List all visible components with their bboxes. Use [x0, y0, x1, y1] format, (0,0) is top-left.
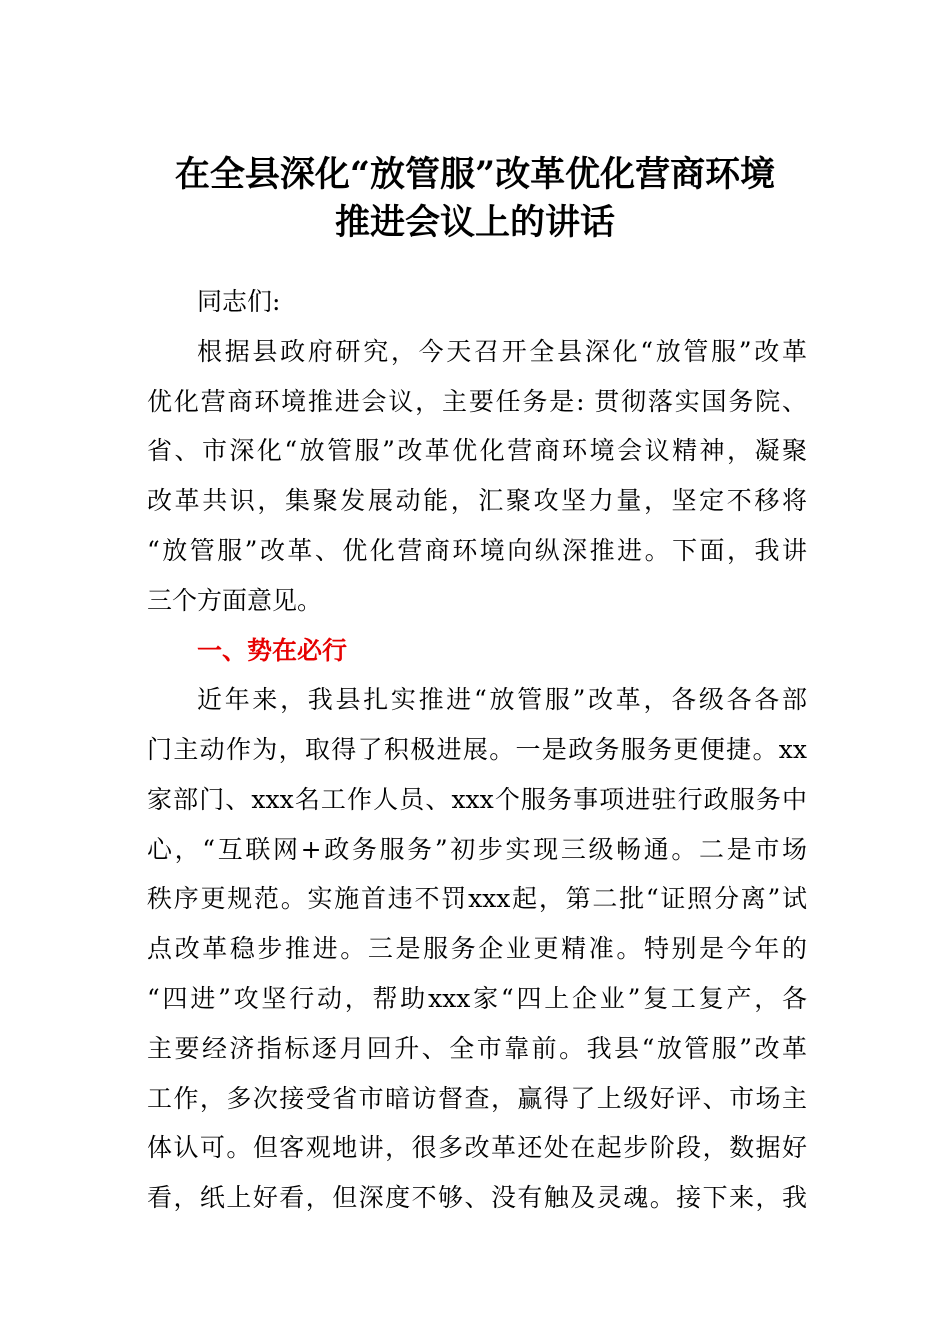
paragraph-1-line: 改革共识，集聚发展动能，汇聚攻坚力量，坚定不移将	[147, 486, 807, 515]
paragraph-1-line: 根据县政府研究，今天召开全县深化“放管服”改革	[197, 337, 807, 366]
paragraph-1-line: 省、市深化“放管服”改革优化营商环境会议精神，凝聚	[147, 436, 807, 465]
paragraph-2-line: 看，纸上好看，但深度不够、没有触及灵魂。接下来，我	[147, 1183, 807, 1212]
paragraph-2-line: 门主动作为，取得了积极进展。一是政务服务更便捷。xx	[147, 735, 807, 764]
paragraph-2-line: “四进”攻坚行动，帮助xxx家“四上企业”复工复产，各	[147, 984, 807, 1013]
paragraph-2-line: 体认可。但客观地讲，很多改革还处在起步阶段，数据好	[147, 1133, 807, 1162]
paragraph-2-line: 秩序更规范。实施首违不罚xxx起，第二批“证照分离”试	[147, 884, 807, 913]
paragraph-2-line: 主要经济指标逐月回升、全市靠前。我县“放管服”改革	[147, 1034, 807, 1063]
paragraph-2-line: 家部门、xxx名工作人员、xxx个服务事项进驻行政服务中	[147, 785, 807, 814]
paragraph-2-line: 近年来，我县扎实推进“放管服”改革，各级各各部	[197, 685, 807, 714]
paragraph-2-line: 心，“互联网+政务服务”初步实现三级畅通。二是市场	[147, 835, 807, 864]
paragraph-1-line: 三个方面意见。	[147, 586, 323, 615]
paragraph-2-line: 点改革稳步推进。三是服务企业更精准。特别是今年的	[147, 934, 807, 963]
section-heading: 一、势在必行	[197, 636, 348, 665]
paragraph-1-line: 优化营商环境推进会议，主要任务是: 贯彻落实国务院、	[147, 387, 807, 416]
salutation: 同志们:	[197, 287, 281, 316]
paragraph-2-line: 工作，多次接受省市暗访督查，赢得了上级好评、市场主	[147, 1084, 807, 1113]
document-title-line-2: 推进会议上的讲话	[334, 202, 615, 243]
document-title-line-1: 在全县深化“放管服”改革优化营商环境	[174, 154, 776, 195]
paragraph-1-line: “放管服”改革、优化营商环境向纵深推进。下面，我讲	[147, 536, 807, 565]
